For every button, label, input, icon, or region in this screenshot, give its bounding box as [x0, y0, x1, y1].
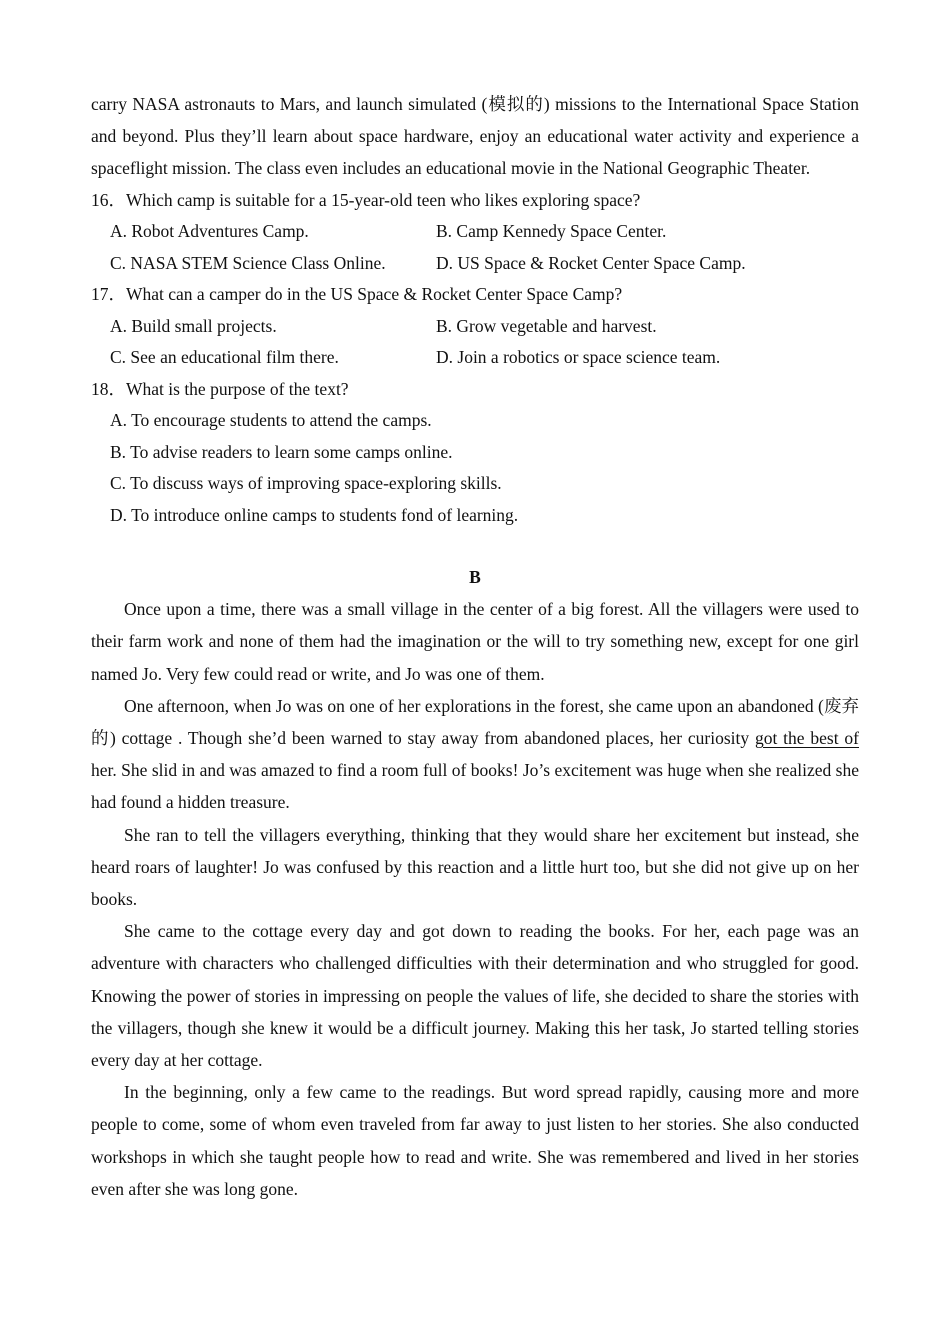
option-b[interactable]: B. To advise readers to learn some camps online. — [110, 441, 453, 462]
option-row — [91, 342, 859, 374]
question-17 — [91, 279, 859, 374]
option-a[interactable]: A. Robot Adventures Camp. — [110, 221, 309, 242]
option-d[interactable]: D. US Space & Rocket Center Space Camp. — [436, 252, 746, 273]
passage-b-paragraph-4: She came to the cottage every day and got down to reading the books. For her, each page was an adventure with characters who challenged difficulties with their determination and who struggled for good. Knowing the power of stories in impressing on people the values of life, she decided to share the stories with the villagers, though she knew it would be a difficult journey. Making this her task, Jo started telling stories every day at her cottage. — [91, 921, 859, 1070]
question-stem: 16．Which camp is suitable for a 15-year-old teen who likes exploring space? — [91, 189, 641, 210]
passage-b-paragraph-3: She ran to tell the villagers everything, thinking that they would share her excitement but instead, she heard roars of laughter! Jo was confused by this reaction and a little hurt too, but she did not give up on her books. — [91, 824, 859, 909]
option-row — [91, 311, 859, 343]
underlined-phrase: got the best of — [754, 727, 859, 748]
option-row — [91, 248, 859, 280]
exam-page — [91, 88, 859, 1205]
passage-b-paragraph-2 — [91, 690, 859, 819]
passage-b-paragraph-1: Once upon a time, there was a small village in the center of a big forest. All the villagers were used to their farm work and none of them had the imagination or the will to try something new, except for one girl named Jo. Very few could read or write, and Jo was one of them. — [91, 599, 859, 684]
passage-a-ending: carry NASA astronauts to Mars, and launch simulated (模拟的) missions to the International Space Station and beyond. Plus they’ll learn about space hardware, enjoy an educational water activity and experience a spaceflight mission. The class even includes an educational movie in the National Geographic Theater. — [91, 94, 859, 179]
option-b[interactable]: B. Grow vegetable and harvest. — [436, 315, 657, 336]
question-stem: 18．What is the purpose of the text? — [91, 378, 349, 399]
paragraph-text: One afternoon, when Jo was on one of her explorations in the forest, she came upon an abandoned (废弃的) cottage . Though she’d been warned to stay away from abandoned places, her curiosity — [91, 695, 859, 748]
option-c[interactable]: C. NASA STEM Science Class Online. — [110, 252, 386, 273]
question-16 — [91, 185, 859, 280]
section-b-title: B — [469, 567, 481, 588]
option-c[interactable]: C. To discuss ways of improving space-exploring skills. — [110, 473, 502, 494]
question-stem: 17．What can a camper do in the US Space & Rocket Center Space Camp? — [91, 284, 623, 305]
paragraph-text: her. She slid in and was amazed to find a room full of books! Jo’s excitement was huge when she realized she had found a hidden treasure. — [91, 760, 859, 813]
option-d[interactable]: D. To introduce online camps to students fond of learning. — [110, 504, 519, 525]
question-18 — [91, 374, 859, 532]
option-a[interactable]: A. To encourage students to attend the camps. — [110, 410, 432, 431]
option-row — [91, 216, 859, 248]
passage-b-paragraph-5: In the beginning, only a few came to the readings. But word spread rapidly, causing more and more people to come, some of whom even traveled from far away to just listen to her stories. She also conducted workshops in which she taught people how to read and write. She was remembered and lived in her stories even after she was long gone. — [91, 1082, 859, 1199]
option-a[interactable]: A. Build small projects. — [110, 315, 277, 336]
option-b[interactable]: B. Camp Kennedy Space Center. — [436, 221, 667, 242]
option-c[interactable]: C. See an educational film there. — [110, 347, 339, 368]
option-d[interactable]: D. Join a robotics or space science team. — [436, 347, 721, 368]
